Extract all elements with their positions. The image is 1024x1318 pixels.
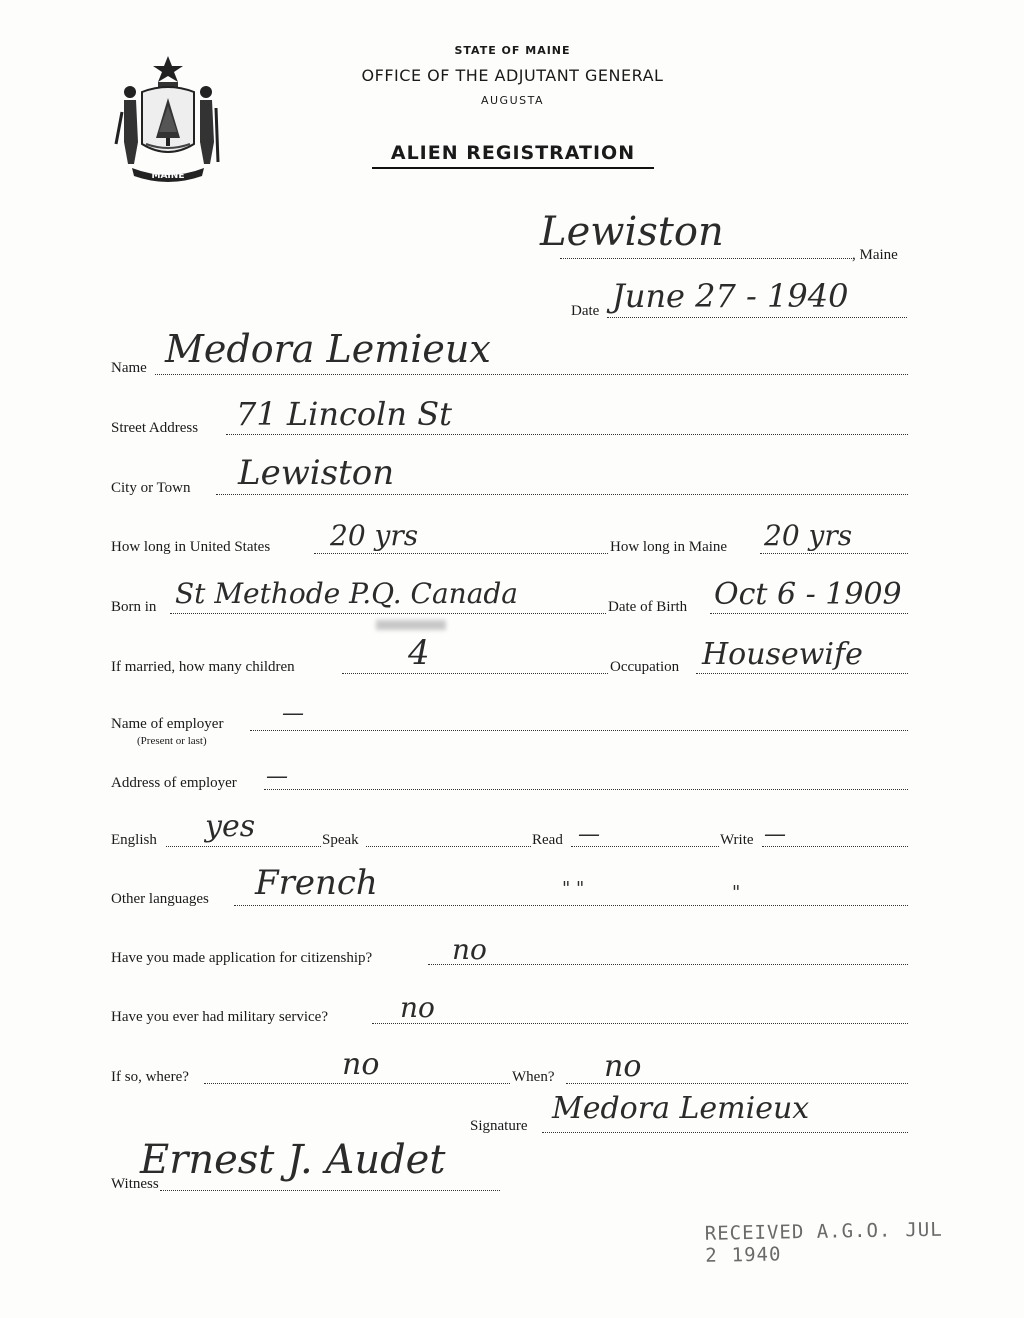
english-label: English	[111, 832, 157, 848]
citizenship-label: Have you made application for citizenship?	[111, 950, 373, 966]
form-title: ALIEN REGISTRATION	[372, 142, 654, 169]
how-long-us-line	[314, 553, 608, 554]
how-long-maine-line	[760, 553, 908, 554]
write-label: Write	[720, 832, 754, 848]
when-label: When?	[512, 1069, 555, 1085]
place-suffix-label: , Maine	[852, 247, 898, 263]
children-value: 4	[408, 633, 430, 673]
seal-motto: MAINE	[151, 171, 185, 181]
when-value: no	[604, 1049, 642, 1084]
citizenship-line	[428, 964, 908, 965]
signature-value: Medora Lemieux	[552, 1091, 810, 1126]
how-long-us-value: 20 yrs	[330, 519, 419, 552]
witness-line	[160, 1190, 500, 1191]
write-value: —	[764, 822, 786, 847]
street-address-line	[226, 434, 908, 435]
children-line	[342, 673, 608, 674]
date-line	[607, 317, 907, 318]
read-value: —	[578, 822, 600, 847]
street-address-value: 71 Lincoln St	[236, 395, 452, 433]
city-label: City or Town	[111, 480, 191, 496]
other-write-value: "	[732, 882, 741, 903]
military-line	[372, 1023, 908, 1024]
military-label: Have you ever had military service?	[111, 1009, 328, 1025]
children-label: If married, how many children	[111, 659, 295, 675]
english-value: yes	[205, 809, 256, 844]
received-stamp-date: JUL 2	[705, 1218, 943, 1267]
header-office: OFFICE OF THE ADJUTANT GENERAL	[361, 66, 664, 85]
date-of-birth-line	[710, 613, 908, 614]
place-value: Lewiston	[540, 209, 724, 255]
witness-label: Witness	[111, 1176, 159, 1192]
signature-line	[542, 1132, 908, 1133]
date-value: June 27 - 1940	[612, 277, 849, 315]
date-of-birth-label: Date of Birth	[608, 599, 688, 615]
military-value: no	[400, 991, 435, 1024]
employer-note-label: (Present or last)	[137, 735, 207, 747]
city-value: Lewiston	[238, 453, 395, 493]
employer-address-label: Address of employer	[111, 775, 237, 791]
if-so-where-line	[204, 1083, 510, 1084]
name-value: Medora Lemieux	[165, 327, 491, 371]
speak-label: Speak	[322, 832, 359, 848]
if-so-where-label: If so, where?	[111, 1069, 189, 1085]
born-in-label: Born in	[111, 599, 157, 615]
employer-name-label: Name of employer	[111, 716, 224, 732]
street-address-label: Street Address	[111, 420, 199, 436]
read-label: Read	[532, 832, 563, 848]
occupation-line	[696, 673, 908, 674]
received-stamp-year: 1940	[731, 1243, 782, 1267]
how-long-us-label: How long in United States	[111, 539, 271, 555]
employer-name-value: —	[282, 701, 304, 726]
employer-address-line	[264, 789, 908, 790]
occupation-label: Occupation	[610, 659, 680, 675]
occupation-value: Housewife	[702, 637, 863, 672]
born-in-value: St Methode P.Q. Canada	[175, 577, 518, 610]
date-label: Date	[571, 303, 600, 319]
employer-address-value: —	[266, 764, 288, 789]
signature-label: Signature	[470, 1118, 528, 1134]
maine-state-seal-icon	[112, 52, 224, 182]
if-so-where-value: no	[342, 1047, 380, 1082]
name-line	[155, 374, 908, 375]
place-line	[560, 258, 852, 259]
speak-line	[366, 846, 531, 847]
how-long-maine-value: 20 yrs	[764, 519, 853, 552]
received-stamp	[705, 1217, 1024, 1267]
other-read-value: " "	[562, 878, 585, 899]
other-languages-line	[234, 905, 908, 906]
name-label: Name	[111, 360, 147, 376]
other-languages-value: French	[255, 863, 378, 903]
date-of-birth-value: Oct 6 - 1909	[714, 577, 902, 612]
header-city: AUGUSTA	[480, 94, 545, 107]
witness-value: Ernest J. Audet	[140, 1137, 446, 1183]
employer-name-line	[250, 730, 908, 731]
born-in-line	[170, 613, 606, 614]
other-languages-label: Other languages	[111, 891, 209, 907]
how-long-maine-label: How long in Maine	[610, 539, 728, 555]
city-line	[216, 494, 908, 495]
header-state: STATE OF MAINE	[454, 44, 571, 57]
citizenship-value: no	[452, 933, 487, 966]
received-stamp-text: RECEIVED A.G.O.	[704, 1219, 892, 1245]
english-line	[166, 846, 321, 847]
ink-smudge	[376, 620, 446, 630]
